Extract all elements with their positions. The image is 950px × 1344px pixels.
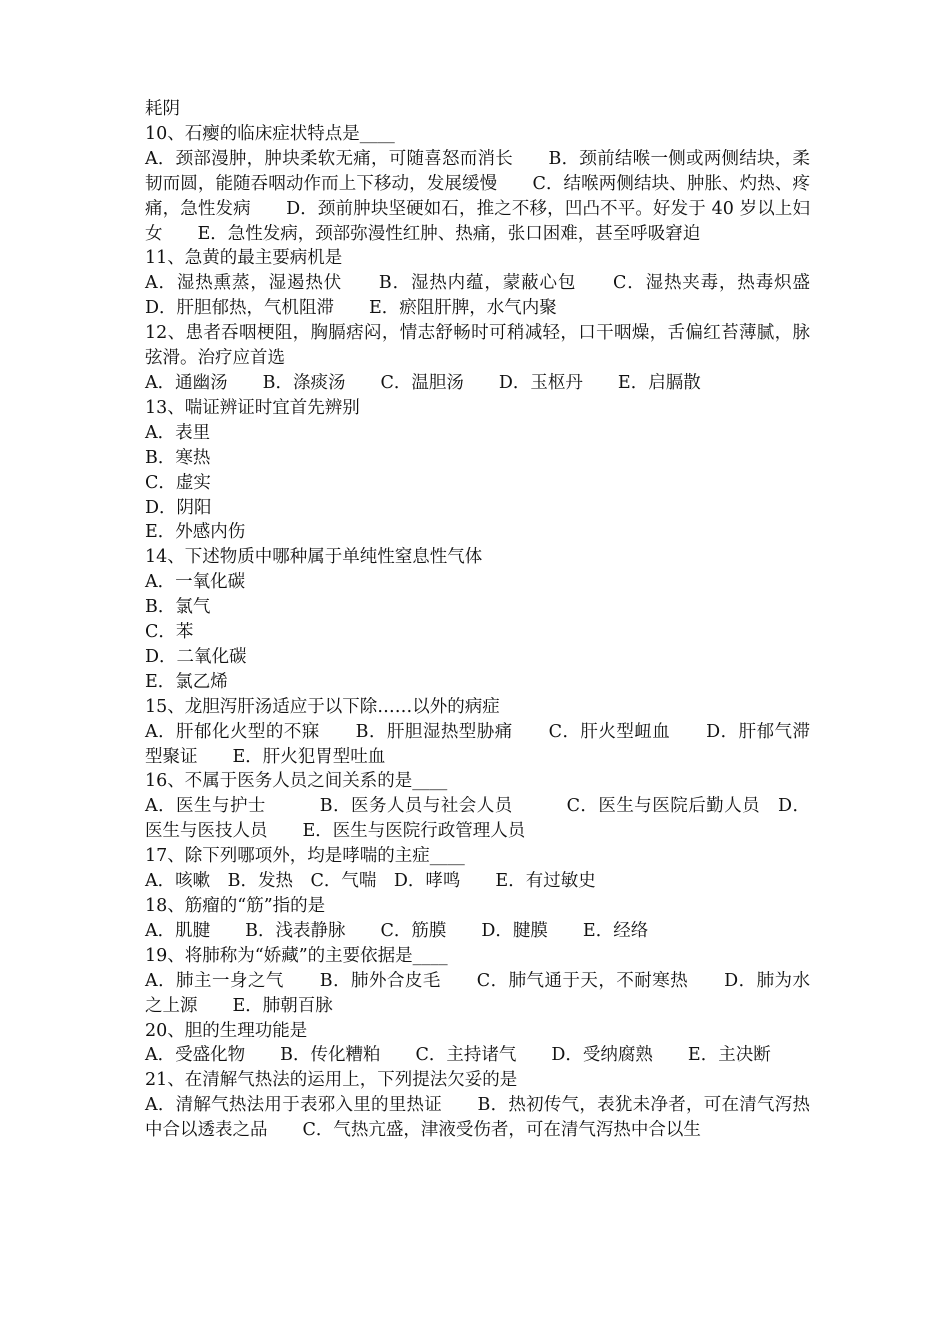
text-line: B．寒热 — [145, 447, 211, 468]
text-line: D．阴阳 — [145, 497, 212, 518]
question-text: 12、患者吞咽梗阻，胸膈痞闷，情志舒畅时可稍减轻，口干咽燥，舌偏红苔薄腻，脉弦滑。治疗应首选 — [145, 323, 810, 369]
question-text: 20、胆的生理功能是 — [145, 1020, 308, 1041]
text-line: A．咳嗽 B．发热 C．气喘 D．哮鸣 E．有过敏史 — [145, 871, 596, 892]
text-line: A．肝郁化火型的不寐 B．肝胆湿热型胁痛 C．肝火型衄血 D．肝郁气滞型聚证 E．肝火犯胃型吐血 — [145, 721, 810, 767]
document-page — [145, 97, 845, 1143]
text-line: A．湿热熏蒸，湿遏热伏 B．湿热内蕴，蒙蔽心包 C．湿热夹毒，热毒炽盛 D．肝胆郁热，气机阻滞 E．瘀阻肝脾，水气内聚 — [145, 273, 845, 319]
text-line: A．颈部漫肿，肿块柔软无痛，可随喜怒而消长 B．颈前结喉一侧或两侧结块，柔韧而圆，能随吞咽动作而上下移动，发展缓慢 C．结喉两侧结块、肿胀、灼热、疼痛，急性发病 D．颈前肿块坚硬如石，推之不移，凹凸不平。好发于 40 岁以上妇女 E．急性发病，颈部弥漫性红肿、热痛，张口困难，甚至呼吸窘迫 — [145, 148, 810, 244]
question-text: 21、在清解气热法的运用上，下列提法欠妥的是 — [145, 1070, 518, 1091]
question-text: 19、将肺称为“娇藏”的主要依据是____ — [145, 945, 448, 966]
text-line: C．虚实 — [145, 472, 211, 493]
text-line: E．外感内伤 — [145, 522, 246, 543]
text-line: A．表里 — [145, 422, 211, 443]
question-text: 11、急黄的最主要病机是 — [145, 248, 343, 269]
question-text: 18、筋瘤的“筋”指的是 — [145, 896, 326, 916]
question-text: 15、龙胆泻肝汤适应于以下除……以外的病症 — [145, 696, 500, 717]
text-line: A．医生与护士 B．医务人员与社会人员 C．医生与医院后勤人员 D．医生与医技人员 E．医生与医院行政管理人员 — [145, 796, 810, 842]
text-line: A．清解气热法用于表邪入里的里热证 B．热初传气，表犹未净者，可在清气泻热中合以透表之品 C．气热亢盛，津液受伤者，可在清气泻热中合以生 — [145, 1095, 810, 1141]
text-line: A．通幽汤 B．涤痰汤 C．温胆汤 D．玉枢丹 E．启膈散 — [145, 372, 701, 393]
text-line: B．氯气 — [145, 597, 211, 618]
question-text: 10、石瘿的临床症状特点是____ — [145, 123, 395, 144]
question-text: 17、除下列哪项外，均是哮喘的主症____ — [145, 846, 465, 867]
question-text: 14、下述物质中哪种属于单纯性窒息性气体 — [145, 547, 483, 568]
text-line: A．肺主一身之气 B．肺外合皮毛 C．肺气通于天，不耐寒热 D．肺为水之上源 E．肺朝百脉 — [145, 970, 810, 1016]
text-line: C．苯 — [145, 622, 194, 643]
text-line: 耗阴 — [145, 99, 180, 119]
text-line: A．受盛化物 B．传化糟粕 C．主持诸气 D．受纳腐熟 E．主决断 — [145, 1045, 771, 1066]
text-line: A．一氧化碳 — [145, 572, 246, 593]
text-line: A．肌腱 B．浅表静脉 C．筋膜 D．腱膜 E．经络 — [145, 920, 649, 941]
question-text: 13、喘证辨证时宜首先辨别 — [145, 397, 360, 418]
text-line: E．氯乙烯 — [145, 671, 228, 692]
text-line: D．二氧化碳 — [145, 646, 247, 667]
question-text: 16、不属于医务人员之间关系的是____ — [145, 771, 448, 792]
